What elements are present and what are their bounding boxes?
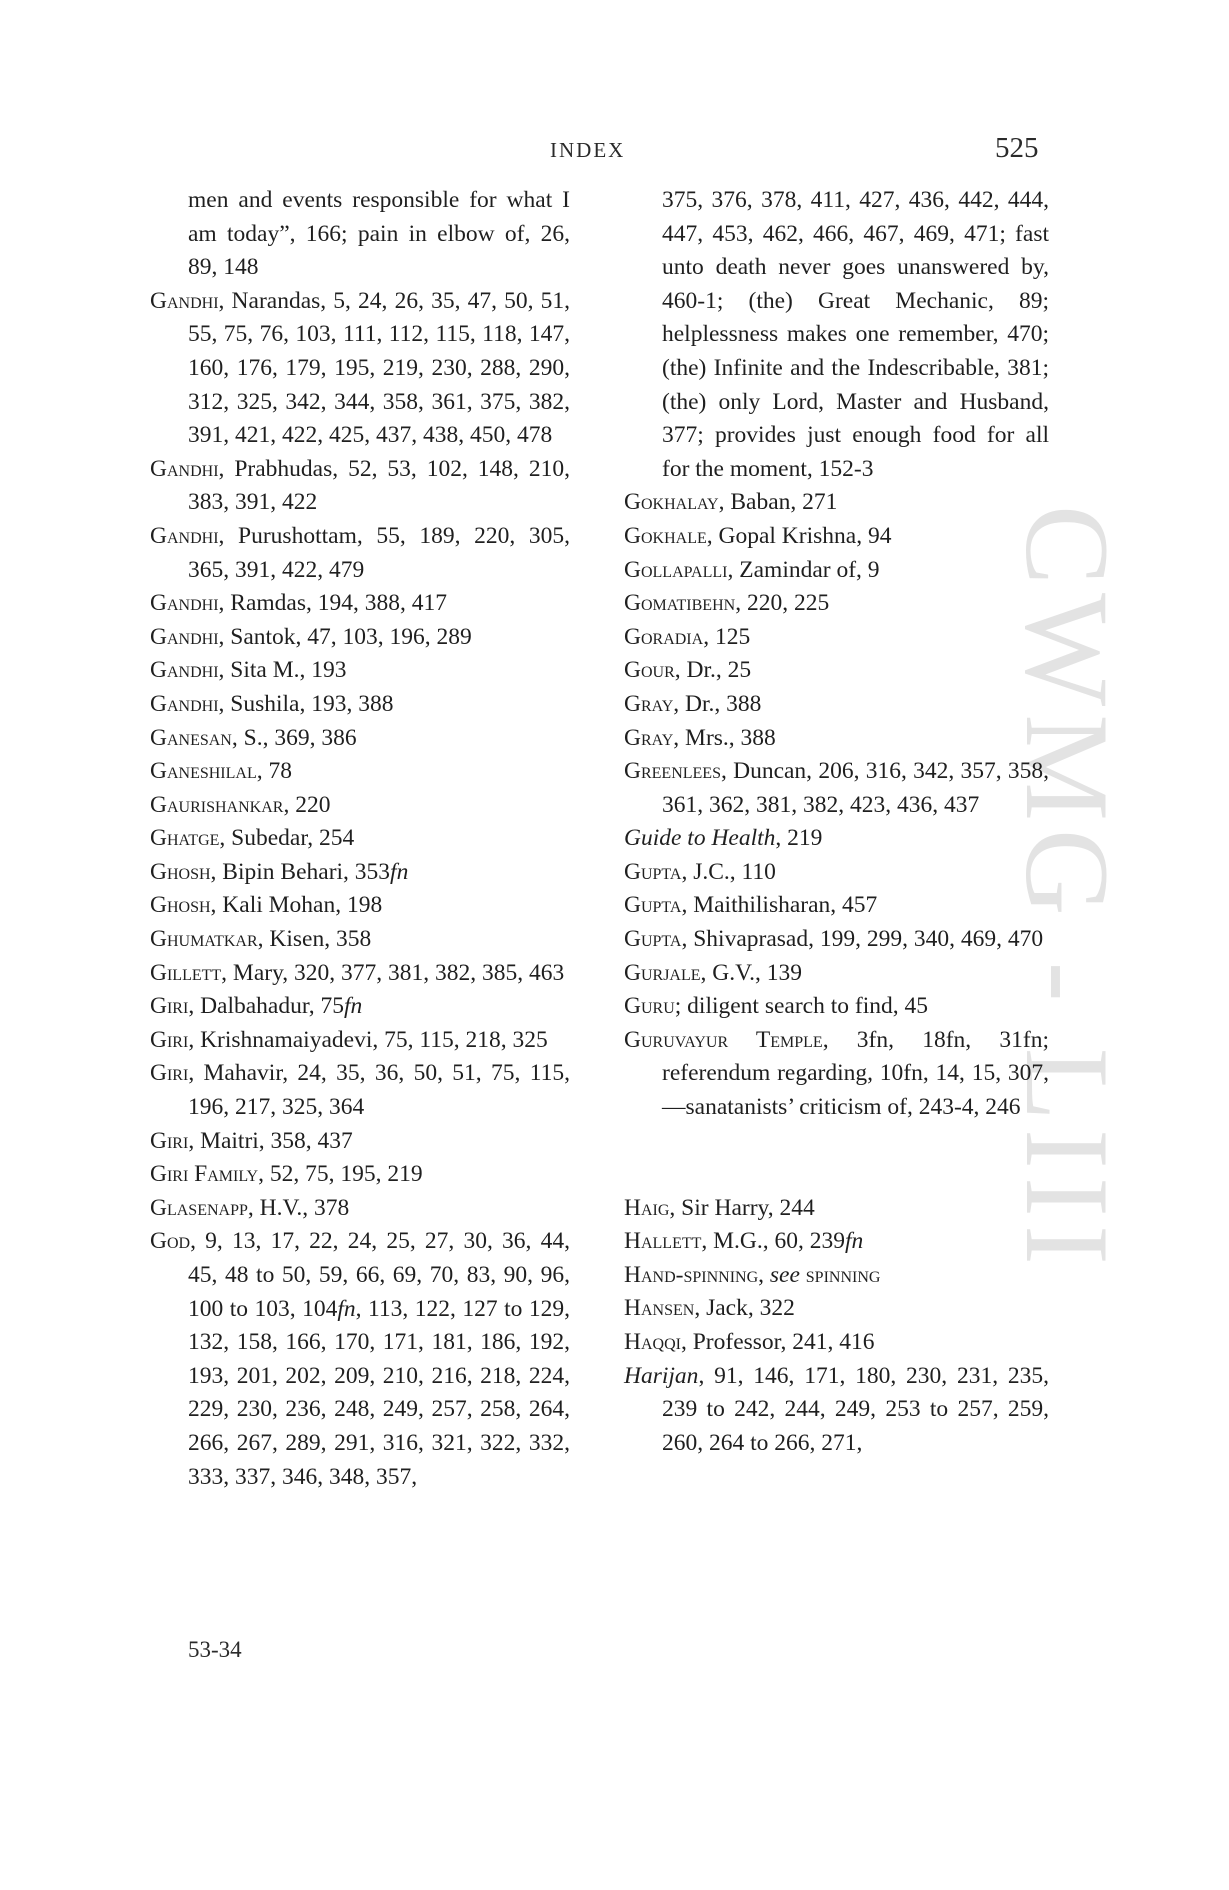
entry-heading: Guruvayur Temple [624, 1026, 823, 1053]
entry-heading: Hallett [624, 1228, 702, 1255]
entry-references: , Narandas, 5, 24, 26, 35, 47, 50, 51, 55, 75, 76, 103, 111, 112, 115, 118, 147, 160, 176, 179, 195, 219, 230, 288, 290, 312, 325, 342, 344, 358, 361, 375, 382, 391, 421, 422, 425, 437, 438, 450, 478 [188, 287, 570, 449]
index-entry [624, 688, 1049, 722]
entry-heading: Ganesan [150, 724, 232, 751]
index-entry [624, 957, 1049, 991]
entry-heading: Giri [150, 1026, 189, 1053]
entry-title: Harijan [624, 1362, 699, 1389]
entry-heading: Goradia [624, 623, 704, 650]
entry-references: , Kali Mohan, 198 [210, 892, 383, 919]
entry-heading: Gray [624, 724, 674, 751]
entry-references: , Maithilisharan, 457 [681, 892, 878, 919]
index-entry [150, 587, 570, 621]
index-entry [624, 554, 1049, 588]
entry-references: , H.V., 378 [247, 1194, 350, 1221]
entry-heading: Glasenapp [150, 1194, 248, 1221]
entry-references: , Sushila, 193, 388 [218, 690, 394, 717]
entry-heading: Giri [150, 993, 189, 1020]
entry-heading: Gandhi [150, 522, 219, 549]
index-entry-continuation [150, 184, 570, 285]
footnote-marker: fn [337, 1295, 356, 1322]
index-entry [150, 1225, 570, 1494]
index-entry [624, 889, 1049, 923]
see-reference: see [769, 1261, 800, 1288]
entry-heading: Gollapalli [624, 556, 728, 583]
entry-references: , 91, 146, 171, 180, 230, 231, 235, 239 to 242, 244, 249, 253 to 257, 259, 260, 264 to 266, 271, [662, 1362, 1049, 1456]
index-entry [150, 285, 570, 453]
entry-references: , Purushottam, 55, 189, 220, 305, 365, 391, 422, 479 [188, 522, 570, 583]
entry-heading: Greenlees [624, 758, 721, 785]
entry-references: ; diligent search to find, 45 [674, 993, 928, 1020]
index-entry [624, 1259, 1049, 1293]
entry-references: , Jack, 322 [694, 1295, 795, 1322]
entry-heading: Ghosh [150, 892, 211, 919]
index-entry [150, 957, 570, 991]
index-entry [624, 621, 1049, 655]
entry-heading: Gray [624, 690, 674, 717]
index-entry [624, 1192, 1049, 1226]
entry-references: , S., 369, 386 [231, 724, 357, 751]
entry-references: , Baban, 271 [718, 489, 838, 516]
index-entry [150, 755, 570, 789]
entry-heading: Gurjale [624, 959, 701, 986]
entry-references: , Mahavir, 24, 35, 36, 50, 51, 75, 115, 196, 217, 325, 364 [188, 1060, 570, 1121]
index-entry [150, 990, 570, 1024]
entry-references: , Duncan, 206, 316, 342, 357, 358, 361, 362, 381, 382, 423, 436, 437 [662, 758, 1049, 818]
entry-references: , Mrs., 388 [673, 724, 776, 751]
entry-heading: Gandhi [150, 623, 219, 650]
index-entry [624, 990, 1049, 1024]
entry-references: , Sita M., 193 [218, 657, 347, 684]
footnote-marker: fn [344, 993, 363, 1020]
entry-references: , Dr., 388 [673, 690, 762, 717]
entry-heading: Gandhi [150, 287, 219, 314]
index-entry [624, 923, 1049, 957]
index-entry [150, 789, 570, 823]
entry-heading: God [150, 1228, 191, 1255]
index-entry [624, 1360, 1049, 1461]
entry-references: , 9, 13, 17, 22, 24, 25, 27, 30, 36, 44, 45, 48 to 50, 59, 66, 69, 70, 83, 90, 96, 100 to 103, 104 [188, 1228, 570, 1322]
entry-heading: Gupta [624, 858, 682, 885]
entry-references: , Krishnamaiyadevi, 75, 115, 218, 325 [188, 1026, 548, 1053]
entry-references: , G.V., 139 [700, 959, 802, 986]
entry-references: , Prabhudas, 52, 53, 102, 148, 210, 383, 391, 422 [188, 455, 570, 516]
index-entry [624, 856, 1049, 890]
entry-references: , 219 [775, 825, 823, 852]
index-entry [624, 1024, 1049, 1125]
entry-references: , 125 [703, 623, 751, 650]
entry-references: , Dr., 25 [674, 657, 752, 684]
entry-heading: Gomatibehn [624, 590, 736, 617]
entry-heading: Gokhale [624, 522, 707, 549]
footnote-marker: fn [390, 858, 409, 885]
entry-heading: Haig [624, 1194, 670, 1221]
entry-references: , M.G., 60, 239 [701, 1228, 846, 1255]
entry-text: men and events responsible for what I am today”, 166; pain in elbow of, 26, 89, 148 [188, 187, 570, 281]
index-entry [150, 1125, 570, 1159]
index-entry [150, 923, 570, 957]
entry-references: , Ramdas, 194, 388, 417 [218, 590, 447, 617]
entry-heading: Giri [150, 1127, 189, 1154]
running-title: INDEX [550, 138, 626, 162]
entry-references: , Mary, 320, 377, 381, 382, 385, 463 [221, 959, 565, 986]
entry-heading: Giri [150, 1060, 189, 1087]
index-entry [150, 1024, 570, 1058]
entry-references: , Sir Harry, 244 [669, 1194, 815, 1221]
index-entry [624, 755, 1049, 822]
entry-references: , 113, 122, 127 to 129, 132, 158, 166, 170, 171, 181, 186, 192, 193, 201, 202, 209, 210, 216, 218, 224, 229, 230, 236, 248, 249, 257, 258, 264, 266, 267, 289, 291, 316, 321, 322, 332, 333, 337, 346, 348, 357, [188, 1295, 570, 1490]
entry-heading: Guru [624, 993, 675, 1020]
cross-reference: spinning [805, 1261, 881, 1288]
entry-references: , 52, 75, 195, 219 [258, 1161, 423, 1188]
entry-heading: Gandhi [150, 657, 219, 684]
entry-references: , Zamindar of, 9 [727, 556, 880, 583]
index-entry [624, 520, 1049, 554]
entry-references: , Maitri, 358, 437 [188, 1127, 353, 1154]
index-entry [150, 1158, 570, 1192]
index-entry [624, 654, 1049, 688]
entry-references: , Subedar, 254 [219, 825, 355, 852]
index-entry [624, 1225, 1049, 1259]
entry-heading: Hand-spinning [624, 1261, 759, 1288]
index-entry [150, 1192, 570, 1226]
entry-title: Guide to Health [624, 825, 776, 852]
footnote-marker: fn [845, 1228, 864, 1255]
index-entry [150, 722, 570, 756]
index-entry [150, 688, 570, 722]
entry-references: , Dalbahadur, 75 [188, 993, 344, 1020]
running-head [0, 132, 1229, 172]
index-entry [624, 1292, 1049, 1326]
entry-references: , J.C., 110 [681, 858, 776, 885]
index-entry [624, 486, 1049, 520]
signature-mark: 53-34 [188, 1637, 242, 1662]
entry-heading: Ghatge [150, 825, 220, 852]
entry-heading: Gupta [624, 892, 682, 919]
index-entry [624, 587, 1049, 621]
entry-references: , Shivaprasad, 199, 299, 340, 469, 470 [681, 926, 1044, 953]
entry-references: , [758, 1261, 770, 1288]
entry-references: , Professor, 241, 416 [680, 1329, 875, 1355]
entry-heading: Ghosh [150, 858, 211, 885]
entry-heading: Ghumatkar [150, 926, 258, 953]
index-entry [624, 1326, 1049, 1360]
entry-heading: Gupta [624, 926, 682, 953]
entry-heading: Giri Family [150, 1161, 259, 1188]
entry-heading: Hansen [624, 1295, 695, 1322]
index-entry [150, 889, 570, 923]
entry-heading: Ganeshilal [150, 758, 257, 785]
index-entry [150, 1057, 570, 1124]
index-entry [624, 822, 1049, 856]
entry-heading: Haqqi [624, 1329, 681, 1355]
watermark-text: CWMG - LIII [1001, 505, 1134, 1273]
entry-heading: Gokhalay [624, 489, 719, 516]
entry-heading: Gandhi [150, 590, 219, 617]
entry-heading: Gillett [150, 959, 222, 986]
index-entry [150, 856, 570, 890]
entry-text: 375, 376, 378, 411, 427, 436, 442, 444, 447, 453, 462, 466, 467, 469, 471; fast unto death never goes unanswered by, 460-1; (the) Great Mechanic, 89; helplessness makes one remember, 470; (the) Infinite and the Indescribable, 381; (the) only Lord, Master and Husband, 377; provides just enough food for all for the moment, 152-3 [662, 187, 1049, 482]
index-entry [150, 520, 570, 587]
entry-references: , 78 [256, 758, 292, 785]
entry-references: , Kisen, 358 [257, 926, 372, 953]
entry-heading: Gandhi [150, 690, 219, 717]
letter-section-gap [624, 1125, 1049, 1192]
index-entry [624, 722, 1049, 756]
page-number: 525 [995, 132, 1039, 164]
index-entry [150, 621, 570, 655]
entry-references: , 3fn, 18fn, 31fn; referendum regarding, 10fn, 14, 15, 307, —sanatanists’ criticism of, 243-4, 246 [662, 1026, 1049, 1121]
entry-references: , 220 [283, 791, 331, 818]
index-entry-continuation [624, 184, 1049, 486]
entry-references: , Gopal Krishna, 94 [706, 522, 892, 549]
entry-references: , Santok, 47, 103, 196, 289 [218, 623, 472, 650]
index-column-left [150, 184, 570, 1494]
entry-references: , Bipin Behari, 353 [210, 858, 391, 885]
entry-heading: Gour [624, 657, 675, 684]
entry-heading: Gaurishankar [150, 791, 284, 818]
entry-references: , 220, 225 [735, 590, 830, 617]
index-entry [150, 453, 570, 520]
index-entry [150, 654, 570, 688]
index-column-right [624, 184, 1049, 1460]
index-entry [150, 822, 570, 856]
entry-heading: Gandhi [150, 455, 219, 482]
